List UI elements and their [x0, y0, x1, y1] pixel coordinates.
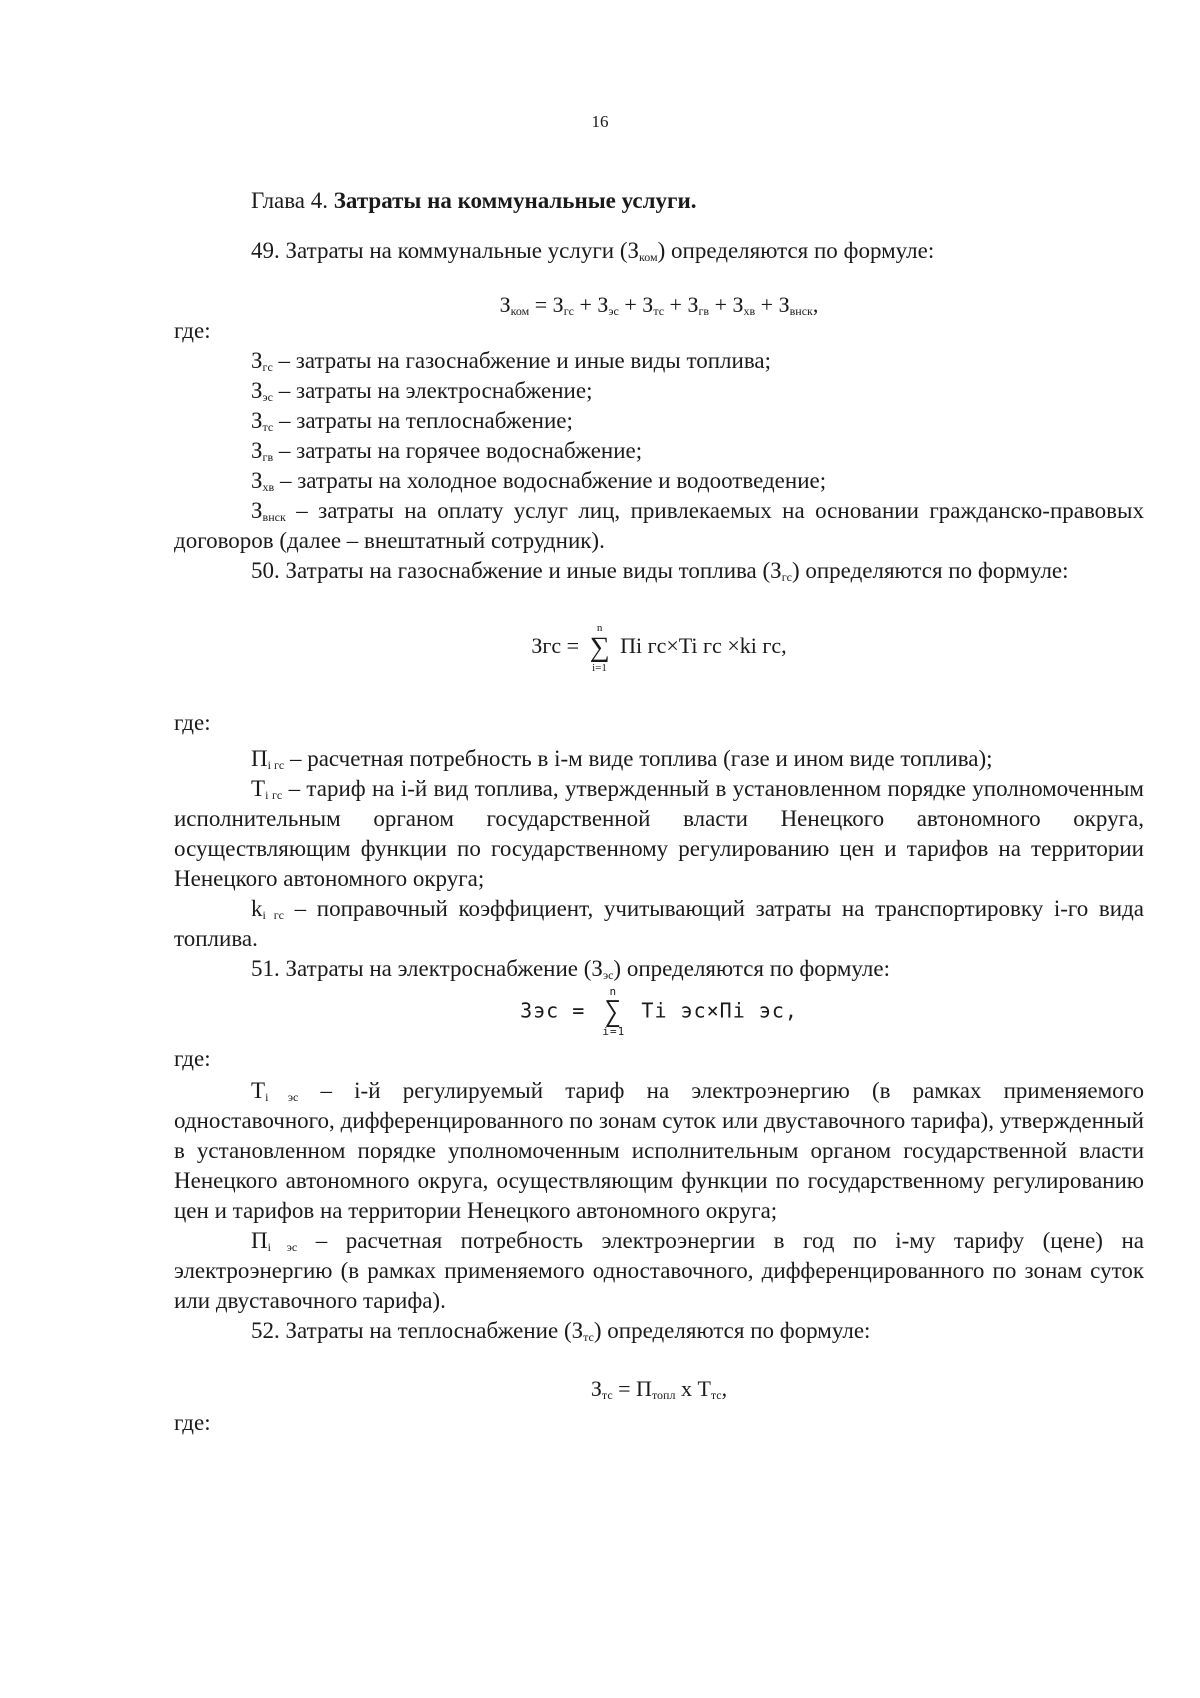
- definition-item: $П_{i гс}$ – расчетная потребность в i-м виде топлива (газе и ином виде топлива);: [251, 746, 993, 772]
- sum-lower-limit: i=1: [592, 662, 607, 674]
- definition-item: $З_{эс}$ – затраты на электроснабжение;: [251, 378, 593, 404]
- paragraph-49: 49. Затраты на коммунальные услуги $(З_{ком})$ определяются по формуле:: [251, 238, 935, 264]
- chapter-title: Затраты на коммунальные услуги.: [333, 188, 697, 213]
- where-label: где:: [174, 1410, 211, 1435]
- paragraph-50: 50. Затраты на газоснабжение и иные виды топлива $(З_{гс})$ определяются по формуле:: [251, 558, 1069, 584]
- chapter-prefix: Глава 4.: [251, 188, 334, 213]
- formula-49-part: + $З_{хв}$: [709, 292, 756, 318]
- formula-51-rhs: Ti эс×Пi эс,: [641, 998, 798, 1023]
- definition-item: $Т_{i гс}$ – тариф на i-й вид топлива, утвержденный в установленном порядке уполномоченным исполнительным органом государственной власти Ненецкого автономного округа, осуществляющим функции по государственному регулированию цен и тарифов на территории Ненецкого автономного округа;: [174, 776, 1144, 891]
- formula-49-part: = $З_{гс}$: [529, 292, 574, 318]
- formula-49-part: + $З_{тс}$: [618, 292, 665, 318]
- sum-upper-limit: n: [596, 622, 603, 634]
- definition-item: $З_{тс}$ – затраты на теплоснабжение;: [251, 408, 573, 434]
- definitions-52: [174, 1408, 1144, 1438]
- definition-item: $k_{i гс}$ – поправочный коэффициент, учитывающий затраты на транспортировку i-го вида топлива.: [174, 896, 1144, 951]
- paragraph-52: 52. Затраты на теплоснабжение $(З_{тс})$ определяются по формуле:: [251, 1318, 871, 1344]
- section-49: [174, 236, 1144, 266]
- where-label: где:: [174, 318, 211, 343]
- page-number: 16: [591, 112, 609, 131]
- formula-51-lhs: Зэс =: [520, 998, 586, 1023]
- where-label: где:: [174, 1046, 211, 1071]
- where-label: где:: [174, 710, 211, 735]
- formula-50: [174, 622, 1144, 674]
- definition-item: $Т_{i эс} - i-й$ регулируемый тариф на электроэнергию (в рамках применяемого одноставочного, дифференцированного по зонам суток или двуставочного тарифа), утвержденный в установленном порядке уполномоченным исполнительным органом государственной власти Ненецкого автономного округа, осуществляющим функции по государственному регулированию цен и тарифов на территории Ненецкого автономного округа;: [174, 1078, 1144, 1223]
- definitions-49: [174, 316, 1144, 586]
- formula-51: [174, 986, 1144, 1038]
- formula-49-part: + $З_{внск}$: [755, 292, 813, 318]
- formula-52-part: х $Т_{тс}$: [675, 1376, 722, 1402]
- definition-item: $З_{хв}$ – затраты на холодное водоснабжение и водоотведение;: [251, 468, 827, 494]
- definition-item: $П_{i эс}$ – расчетная потребность электроэнергии в год по i-му тарифу (цене) на электроэнергию (в рамках применяемого одноставочного, дифференцированного по зонам суток или двуставочного тарифа).: [174, 1228, 1145, 1313]
- sum-lower-limit: i=1: [602, 1025, 626, 1038]
- definition-item: $З_{гв}$ – затраты на горячее водоснабжение;: [251, 438, 643, 464]
- formula-50-rhs: Пi гс×Ti гс ×ki гс,: [620, 633, 787, 659]
- formula-49-part: $З_{ком}$: [499, 292, 530, 318]
- formula-49-part: + $З_{эс}$: [573, 292, 619, 318]
- definition-item: $З_{гс}$ – затраты на газоснабжение и иные виды топлива;: [251, 348, 771, 374]
- formula-52-part: = $П_{топл}$: [612, 1376, 676, 1402]
- formula-49: $З_{ком} = З_{гс} + З_{эс} + З_{тс} + З_{гв} + З_{хв} + З_{внск}$,: [499, 292, 819, 318]
- formula-52: $З_{тс} = П_{топл}$ х $Т_{тс}$,: [590, 1376, 728, 1402]
- formula-49-part: + $З_{гв}$: [664, 292, 710, 318]
- paragraph-51: 51. Затраты на электроснабжение $(З_{эс})$ определяются по формуле:: [251, 956, 890, 982]
- summation-icon: n ∑ i=1: [602, 985, 626, 1038]
- definitions-50: [174, 708, 1144, 984]
- summation-icon: n ∑ i=1: [589, 622, 610, 674]
- formula-50-lhs: Згс =: [531, 633, 580, 659]
- sum-upper-limit: n: [609, 985, 618, 998]
- chapter-heading: [251, 188, 697, 214]
- formula-52-part: $З_{тс}$: [590, 1376, 613, 1402]
- definitions-51: [174, 1044, 1144, 1346]
- definition-item: $З_{внск}$ – затраты на оплату услуг лиц, привлекаемых на основании гражданско-правовых договоров (далее – внештатный сотрудник).: [174, 498, 1144, 553]
